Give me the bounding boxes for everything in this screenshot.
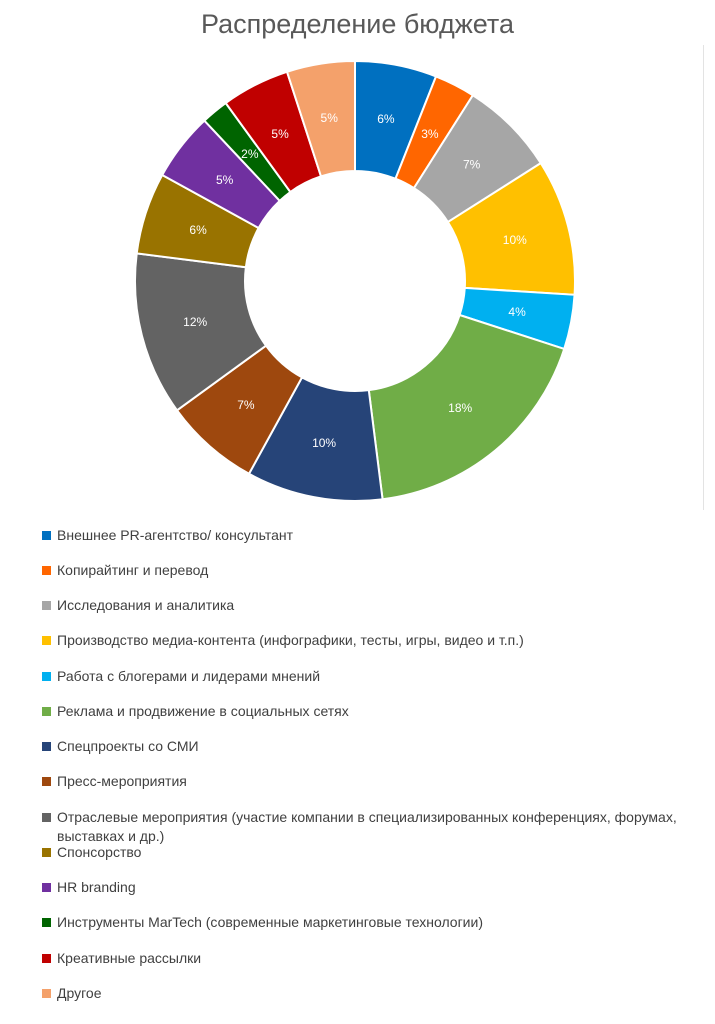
slice-data-label: 7% [237,397,255,412]
legend-label: Другое [57,985,102,1001]
legend-swatch [42,777,51,786]
legend-swatch [42,566,51,575]
legend-label: Спонсорство [57,844,142,860]
legend-swatch [42,918,51,927]
legend-label: Отраслевые мероприятия (участие компании в специализированных конференциях, форумах, выставках и др.) [57,809,677,844]
slice-data-label: 3% [421,126,439,141]
legend-swatch [42,954,51,963]
slice-data-label: 2% [241,146,259,161]
legend-swatch [42,601,51,610]
donut-chart [0,45,715,510]
legend-label: Реклама и продвижение в социальных сетях [57,703,349,719]
legend-swatch [42,672,51,681]
legend-swatch [42,813,51,822]
legend-label: Инструменты MarTech (современные маркетинговые технологии) [57,914,483,930]
legend-label: Креативные рассылки [57,950,202,966]
legend-label: Спецпроекты со СМИ [57,738,199,754]
slice-data-label: 6% [377,111,395,126]
legend-swatch [42,883,51,892]
slice-data-label: 5% [271,126,289,141]
legend-swatch [42,989,51,998]
slice-data-label: 7% [463,157,481,172]
slice-data-label: 4% [508,304,526,319]
slice-data-label: 18% [448,401,473,416]
legend-label: Копирайтинг и перевод [57,562,209,578]
legend-label: Работа с блогерами и лидерами мнений [57,668,321,684]
slice-data-label: 10% [502,232,527,247]
slice-data-label: 5% [215,172,234,187]
legend-label: HR branding [57,879,136,895]
legend-swatch [42,707,51,716]
slice-data-label: 6% [189,223,207,238]
chart-title: Распределение бюджета [201,9,514,39]
legend-label: Внешнее PR-агентство/ консультант [57,527,294,543]
legend-label: Пресс-мероприятия [57,773,187,789]
slice-data-label: 5% [320,111,338,126]
slice-data-label: 12% [183,315,208,330]
legend-swatch [42,636,51,645]
legend-swatch [42,531,51,540]
legend-label: Производство медиа-контента (инфографики, тесты, игры, видео и т.п.) [57,632,524,648]
slice-data-label: 10% [312,436,337,451]
legend-swatch [42,742,51,751]
legend-swatch [42,848,51,857]
legend-label: Исследования и аналитика [57,597,235,613]
